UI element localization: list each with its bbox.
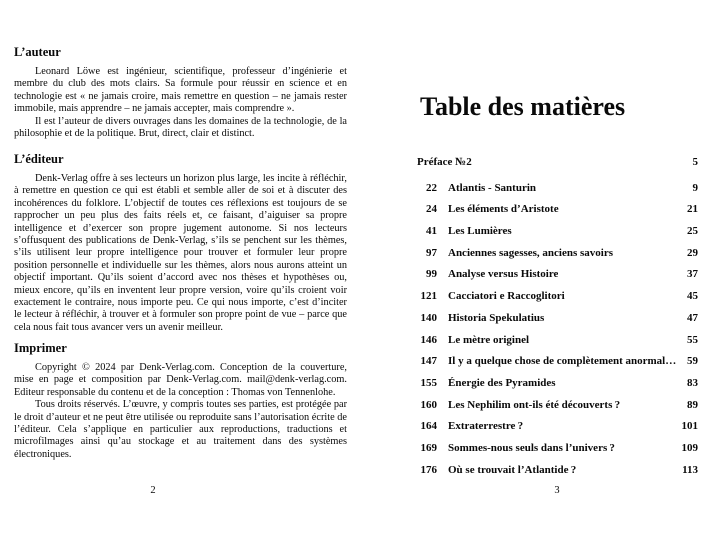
toc-preface-label: Préface №2 [417, 156, 472, 168]
section-heading-imprint: Imprimer [14, 341, 67, 355]
paragraph: Denk-Verlag offre à ses lecteurs un horizon plus large, les incite à réfléchir, à remettre en question ce qui est établi et semble aller de soi et à discuter des incohérences du folklore. L’objectif de toutes ces réflexions est toujours de se rapprocher un peu plus des faits réels et, ce faisant, d’aiguiser sa propre intelligence et d’exercer son propre jugement autonome. Si nos lecteurs s’offusquent des publications de Denk-Verlag, s’ils se penchent sur les thèmes, s’ils utilisent leur propre intelligence pour trouver et formuler leur propre position personnelle et individuelle sur les thèmes, alors nous aurons atteint un objectif important. Qu’ils soient d’accord avec nos thèses et hypothèses ou, mieux encore, qu’ils en inventent leur propre version, voire qu’ils croient voir exactement le contraire, nous importe peu. Ce qui nous importe, c’est d’inciter le lecteur à réfléchir, à trouver et à formuler son propre point de vue – parce que cela nous fait tous avancer vers un avenir meilleur. [14, 173, 347, 333]
toc-page-number: 55 [687, 333, 698, 346]
toc-entry-title: Historia Spekulatius [448, 311, 545, 324]
toc-chapter-number: 97 [426, 246, 437, 259]
section-heading-publisher: L’éditeur [14, 152, 64, 166]
toc-entry-title: Sommes-nous seuls dans l’univers ? [448, 441, 615, 454]
toc-page-number: 101 [681, 420, 698, 433]
toc-entry-title: Énergie des Pyramides [448, 376, 556, 389]
toc-page-number: 83 [687, 376, 698, 389]
toc-entry [417, 442, 698, 464]
toc-entry [417, 268, 698, 290]
toc-chapter-number: 121 [420, 290, 437, 303]
toc-entry-title: Analyse versus Histoire [448, 268, 559, 281]
toc-page-number: 109 [681, 441, 698, 454]
toc-chapter-number: 41 [426, 225, 437, 238]
toc-chapter-number: 99 [426, 268, 437, 281]
toc-chapter-number: 155 [420, 376, 437, 389]
toc-entry [417, 464, 698, 486]
toc-entry [417, 312, 698, 334]
toc-entry [417, 225, 698, 247]
paragraph: Tous droits réservés. L’œuvre, y compris toutes ses parties, est protégée par le droit d’auteur et ne peut être utilisée ou reproduite sans l’autorisation écrite de l’éditeur. Cela s’applique en particulier aux reproductions, traductions et microfilmages ainsi qu’au stockage et au traitement dans des systèmes électroniques. [14, 399, 347, 460]
toc-page-number: 37 [687, 268, 698, 281]
toc-entry [417, 182, 698, 204]
paragraph: Copyright © 2024 par Denk-Verlag.com. Conception de la couverture, mise en page et composition par Denk-Verlag.com. mail@denk-verlag.com. Editeur responsable du contenu et de la conception : Thomas von Tennenlohe. [14, 362, 347, 398]
toc-title: Table des matières [420, 92, 626, 121]
toc-entry [417, 377, 698, 399]
toc-entry-title: Le mètre originel [448, 333, 530, 346]
section-heading-author: L’auteur [14, 45, 61, 59]
toc-page-number: 113 [682, 463, 698, 476]
toc-page-number: 89 [687, 398, 698, 411]
toc-chapter-number: 140 [420, 311, 437, 324]
paragraph: Il est l’auteur de divers ouvrages dans les domaines de la technologie, de la philosophie et de la politique. Brut, direct, clair et distinct. [14, 115, 347, 140]
toc-chapter-number: 24 [426, 203, 437, 216]
toc-entry-title: Les Lumières [448, 225, 512, 238]
toc-preface-row [417, 156, 698, 178]
toc-page-number: 29 [687, 246, 698, 259]
section-author [14, 46, 347, 140]
toc-page-number: 9 [692, 181, 698, 194]
toc-entry-title: Il y a quelque chose de complètement anormal… [448, 355, 677, 368]
paragraph: Leonard Löwe est ingénieur, scientifique, professeur d’ingénierie et membre du club des mots clairs. Sa formule pour réussir en science et en technologie est « ne jamais croire, mais remettre en question – ne jamais rester immobile, mais apprendre – ne jamais accepter, mais comprendre ». [14, 66, 347, 115]
toc-chapter-number: 169 [420, 441, 437, 454]
section-imprint [14, 342, 347, 461]
toc-page-number: 45 [687, 290, 698, 303]
toc-entry-title: Extraterrestre ? [448, 420, 524, 433]
page-number-right: 3 [554, 485, 560, 496]
toc-chapter-number: 146 [420, 333, 437, 346]
toc-entry [417, 203, 698, 225]
toc-chapter-number: 176 [420, 463, 437, 476]
toc-entry [417, 355, 698, 377]
toc-chapter-number: 147 [420, 355, 437, 368]
toc-entry-title: Atlantis - Santurin [448, 181, 537, 194]
left-page [14, 46, 347, 506]
toc-entry-title: Les éléments d’Aristote [448, 203, 559, 216]
toc-chapter-number: 160 [420, 398, 437, 411]
toc-entry [417, 247, 698, 269]
toc-entry [417, 420, 698, 442]
toc-page-number: 21 [687, 203, 698, 216]
section-publisher [14, 153, 347, 334]
toc-entry-title: Anciennes sagesses, anciens savoirs [448, 246, 614, 259]
toc-entry-title: Les Nephilim ont-ils été découverts ? [448, 398, 621, 411]
toc-entry-title: Cacciatori e Raccoglitori [448, 290, 565, 303]
toc-page-number: 25 [687, 225, 698, 238]
toc-page-number: 59 [687, 355, 698, 368]
page-number-left: 2 [150, 485, 156, 496]
toc-page-number: 47 [687, 311, 698, 324]
toc-page-number: 5 [692, 156, 698, 168]
table-of-contents [417, 156, 698, 485]
toc-entry-title: Où se trouvait l’Atlantide ? [448, 463, 577, 476]
toc-entry [417, 334, 698, 356]
toc-entry [417, 399, 698, 421]
toc-chapter-number: 164 [420, 420, 437, 433]
toc-entry [417, 290, 698, 312]
toc-chapter-number: 22 [426, 181, 437, 194]
